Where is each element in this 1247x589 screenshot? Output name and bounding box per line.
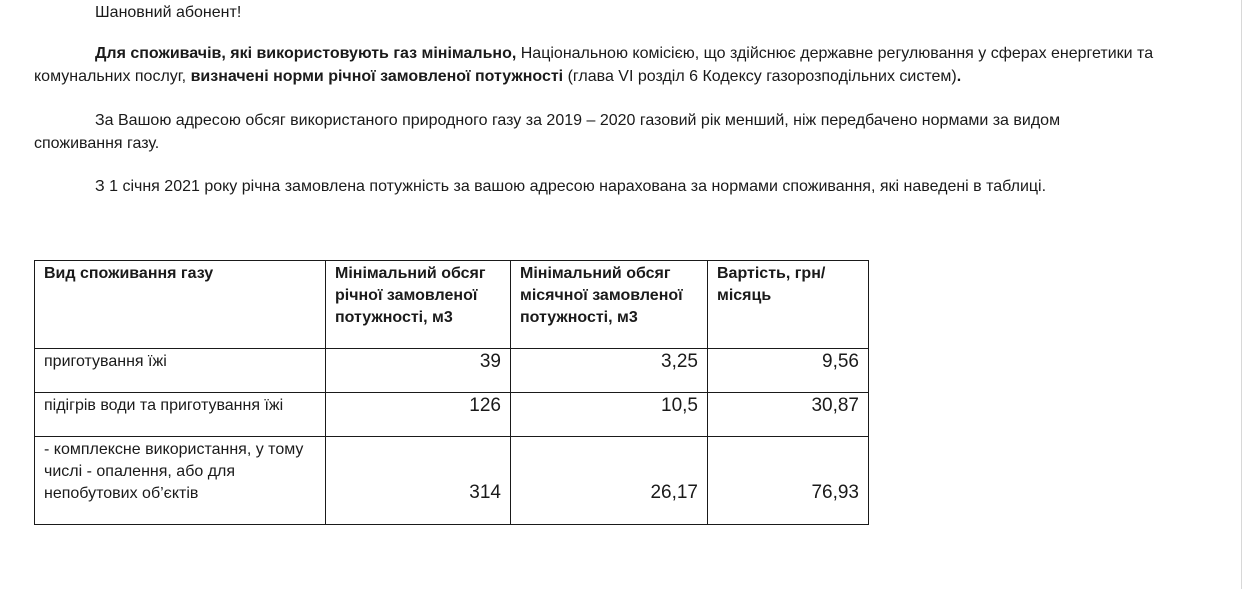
header-monthly-capacity: Мінімальний обсяг місячної замовленої потужності, м3 <box>511 261 708 349</box>
table-header-row <box>35 261 869 349</box>
para2-line1: За Вашою адресою обсяг використаного природного газу за 2019 – 2020 газовий рік менший, ніж передбачено нормами за видом <box>95 112 1061 129</box>
row-annual-value: 126 <box>326 393 511 437</box>
table-row <box>35 349 869 393</box>
para1-period: . <box>956 68 962 85</box>
row-type-complex: - комплексне використання, у тому числі - опалення, або для непобутових об’єктів <box>35 437 326 525</box>
row-type-water-heating: підігрів води та приготування їжі <box>35 393 326 437</box>
row-monthly-value: 3,25 <box>511 349 708 393</box>
para3: З 1 січня 2021 року річна замовлена потужність за вашою адресою нарахована за нормами споживання, які наведені в таблиці. <box>95 178 1047 195</box>
para1-line2-ref: (глава VI розділ 6 Кодексу газорозподільних систем) <box>567 68 957 85</box>
para1-line2-start: комунальних послуг, <box>34 68 187 85</box>
row-cost-value: 9,56 <box>708 349 869 393</box>
row-cost-value: 76,93 <box>708 437 869 525</box>
row-annual-value: 39 <box>326 349 511 393</box>
para1-line1 <box>95 43 1247 65</box>
norms-table <box>34 260 869 525</box>
header-cost: Вартість, грн/ місяць <box>708 261 869 349</box>
para2-line2: споживання газу. <box>34 135 160 152</box>
row-type-cooking: приготування їжі <box>35 349 326 393</box>
para1-bold-norms: визначені норми річної замовленої потужності <box>190 68 564 85</box>
header-annual-capacity: Мінімальний обсяг річної замовленої потужності, м3 <box>326 261 511 349</box>
table-row <box>35 437 869 525</box>
row-monthly-value: 26,17 <box>511 437 708 525</box>
greeting: Шановний абонент! <box>95 4 242 21</box>
row-annual-value: 314 <box>326 437 511 525</box>
table-row <box>35 393 869 437</box>
para1-line2 <box>34 66 1224 88</box>
para1-line1-text: Національною комісією, що здійснює державне регулювання у сферах енергетики та <box>516 45 1154 62</box>
row-cost-value: 30,87 <box>708 393 869 437</box>
page-edge-divider <box>1241 0 1242 589</box>
header-consumption-type: Вид споживання газу <box>35 261 326 349</box>
row-monthly-value: 10,5 <box>511 393 708 437</box>
para1-bold-lead: Для споживачів, які використовують газ мінімально, <box>95 45 517 62</box>
